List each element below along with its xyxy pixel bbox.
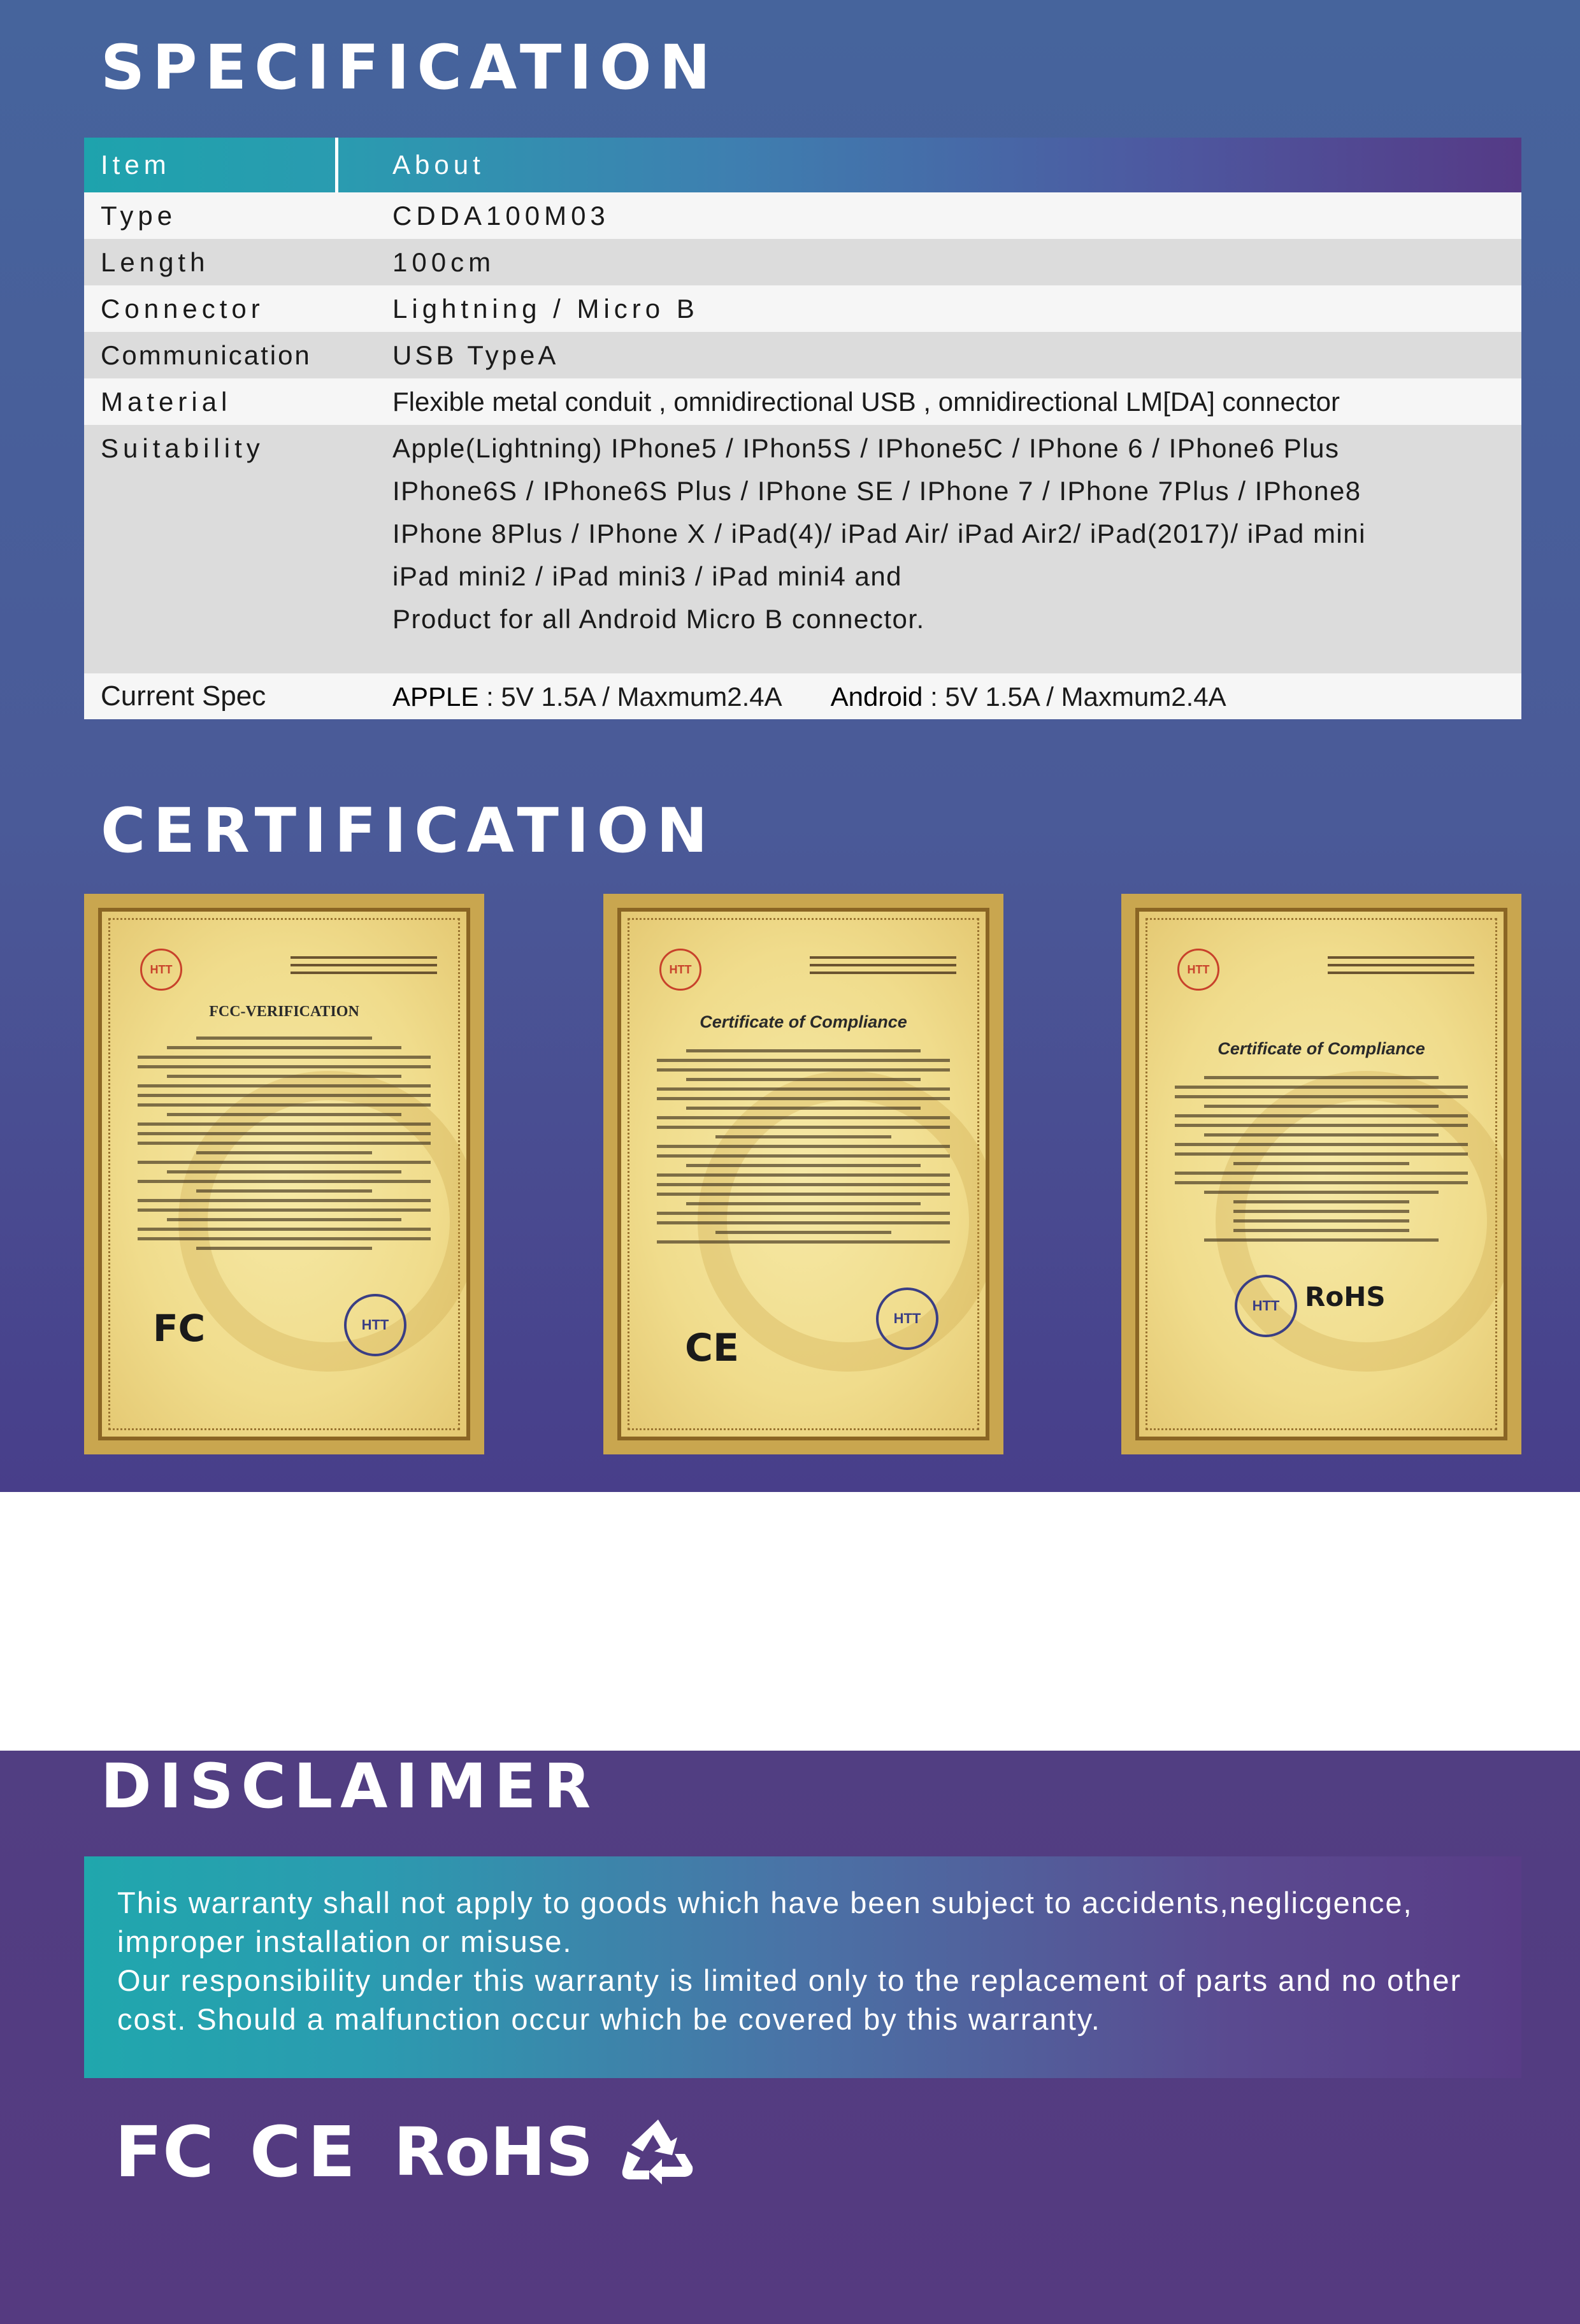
htt-logo: HTT xyxy=(1177,949,1219,991)
disclaimer-box xyxy=(84,1856,1521,2078)
table-row xyxy=(84,425,1521,673)
certificate-heading: Certificate of Compliance xyxy=(700,1012,907,1031)
row-value: Flexible metal conduit , omnidirectional USB , omnidirectional LM[DA] connector xyxy=(392,387,1340,417)
specification-table xyxy=(84,138,1521,719)
htt-logo: HTT xyxy=(659,949,701,991)
certificate-fcc xyxy=(84,894,484,1454)
disclaimer-title: DISCLAIMER xyxy=(101,1751,599,1822)
rohs-logo: RoHS xyxy=(393,2113,594,2191)
recycle-icon xyxy=(621,2117,695,2187)
table-header xyxy=(84,138,1521,192)
row-label: Connector xyxy=(101,294,264,324)
certificate-rohs xyxy=(1121,894,1521,1454)
table-row xyxy=(84,673,1521,719)
table-row xyxy=(84,239,1521,285)
suitability-lines xyxy=(392,427,1366,640)
certification-title: CERTIFICATION xyxy=(101,795,715,866)
certificate-paper xyxy=(617,908,989,1440)
disclaimer-paragraph: Our responsibility under this warranty is limited only to the replacement of parts and no other cost. Should a malfunction occur which be covered by this warranty. xyxy=(117,1963,1462,2036)
certificate-heading: FCC-VERIFICATION xyxy=(209,1003,359,1020)
apple-value: : 5V 1.5A / Maxmum2.4A xyxy=(478,682,782,712)
suitability-line: IPhone6S / IPhone6S Plus / IPhone SE / IPhone 7 / IPhone 7Plus / IPhone8 xyxy=(392,476,1361,506)
htt-logo: HTT xyxy=(140,949,182,991)
disclaimer-paragraph: This warranty shall not apply to goods which have been subject to accidents,neglicgence, improper installation or misuse. xyxy=(117,1886,1413,1958)
fcc-mark: FC xyxy=(153,1307,206,1350)
row-label: Communication xyxy=(101,340,312,370)
compliance-logos xyxy=(115,2111,695,2193)
suitability-line: iPad mini2 / iPad mini3 / iPad mini4 and xyxy=(392,561,903,591)
table-row xyxy=(84,192,1521,239)
current-spec-value xyxy=(392,673,1226,720)
htt-stamp: HTT xyxy=(344,1294,406,1356)
row-value: 100cm xyxy=(392,247,496,277)
certificate-ce xyxy=(603,894,1003,1454)
htt-stamp: HTT xyxy=(1235,1275,1297,1337)
apple-label: APPLE xyxy=(392,682,479,712)
suitability-line: Product for all Android Micro B connector. xyxy=(392,604,925,634)
certificate-text-lines xyxy=(657,1049,950,1250)
ce-mark: CE xyxy=(685,1326,740,1370)
certificate-paper xyxy=(1135,908,1507,1440)
header-about: About xyxy=(392,150,485,180)
certificate-header-lines xyxy=(291,956,437,979)
header-divider xyxy=(335,138,338,192)
table-row xyxy=(84,285,1521,332)
certificate-header-lines xyxy=(810,956,956,979)
header-item: Item xyxy=(101,150,171,180)
row-value: USB TypeA xyxy=(392,340,559,370)
certificate-header-lines xyxy=(1328,956,1474,979)
htt-stamp: HTT xyxy=(876,1288,938,1350)
row-label: Length xyxy=(101,247,210,277)
certificate-heading: Certificate of Compliance xyxy=(1217,1039,1425,1058)
certificate-paper xyxy=(98,908,470,1440)
table-row xyxy=(84,378,1521,425)
row-label: Type xyxy=(101,201,177,231)
table-row xyxy=(84,332,1521,378)
row-label: Suitability xyxy=(101,433,264,463)
specification-title: SPECIFICATION xyxy=(101,32,718,103)
row-value: CDDA100M03 xyxy=(392,201,610,231)
android-value: : 5V 1.5A / Maxmum2.4A xyxy=(923,682,1226,712)
certificate-text-lines xyxy=(1175,1076,1468,1248)
rohs-mark: RoHS xyxy=(1305,1281,1386,1312)
row-label: Current Spec xyxy=(101,680,266,712)
fcc-logo: FC xyxy=(115,2111,214,2193)
suitability-line: Apple(Lightning) IPhone5 / IPhon5S / IPhone5C / IPhone 6 / IPhone6 Plus xyxy=(392,433,1340,463)
certificate-text-lines xyxy=(138,1036,431,1256)
row-value: Lightning / Micro B xyxy=(392,294,699,324)
android-label: Android xyxy=(830,682,923,712)
suitability-line: IPhone 8Plus / IPhone X / iPad(4)/ iPad Air/ iPad Air2/ iPad(2017)/ iPad mini xyxy=(392,519,1366,549)
row-label: Material xyxy=(101,387,232,417)
ce-logo: CE xyxy=(249,2111,362,2193)
